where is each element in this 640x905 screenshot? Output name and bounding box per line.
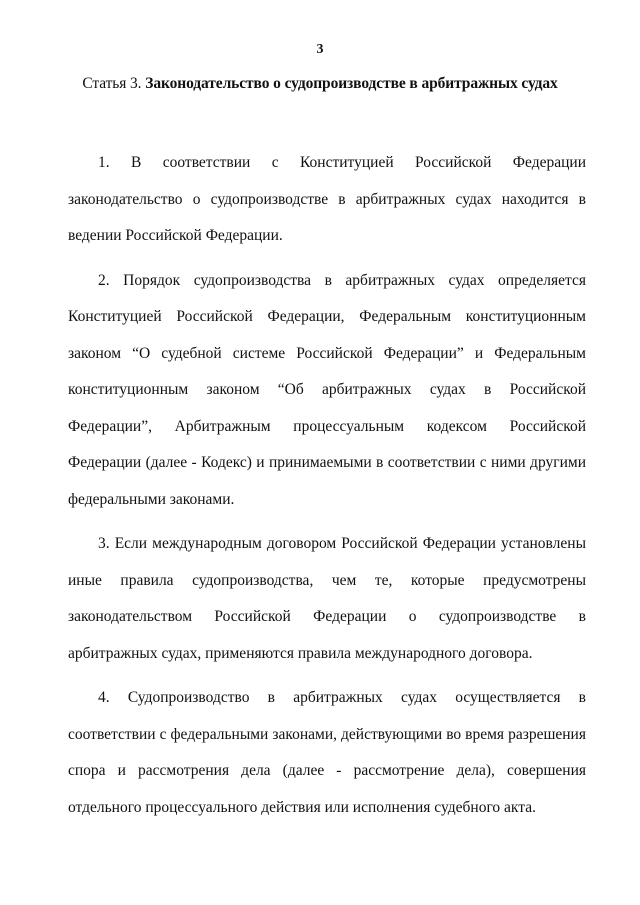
page-number: 3	[316, 42, 324, 57]
article-title: Законодательство о судопроизводстве в арбитражных судах	[145, 75, 558, 92]
paragraph-2: 2. Порядок судопроизводства в арбитражных судах определяется Конституцией Российской Федерации, Федеральным конституционным законом “О судебной системе Российской Федерации” и Федеральным конституционным законом “Об арбитражных судах в Российской Федерации”, Арбитражным процессуальным кодексом Российской Федерации (далее - Кодекс) и принимаемыми в соответствии с ними другими федеральными законами.	[68, 271, 586, 508]
paragraph-1: 1. В соответствии с Конституцией Российской Федерации законодательство о судопроизводстве в арбитражных судах находится в ведении Российской Федерации.	[68, 154, 586, 244]
paragraph-3: 3. Если международным договором Российской Федерации установлены иные правила судопроизводства, чем те, которые предусмотрены законодательством Российской Федерации о судопроизводстве в арбитражных судах, применяются правила международного договора.	[68, 535, 586, 662]
article-body	[68, 145, 586, 834]
article-label: Статья 3.	[82, 75, 142, 92]
article-heading	[0, 75, 640, 93]
paragraph-4: 4. Судопроизводство в арбитражных судах осуществляется в соответствии с федеральными законами, действующими во время разрешения спора и рассмотрения дела (далее - рассмотрение дела), совершения отдельного процессуального действия или исполнения судебного акта.	[68, 689, 586, 816]
